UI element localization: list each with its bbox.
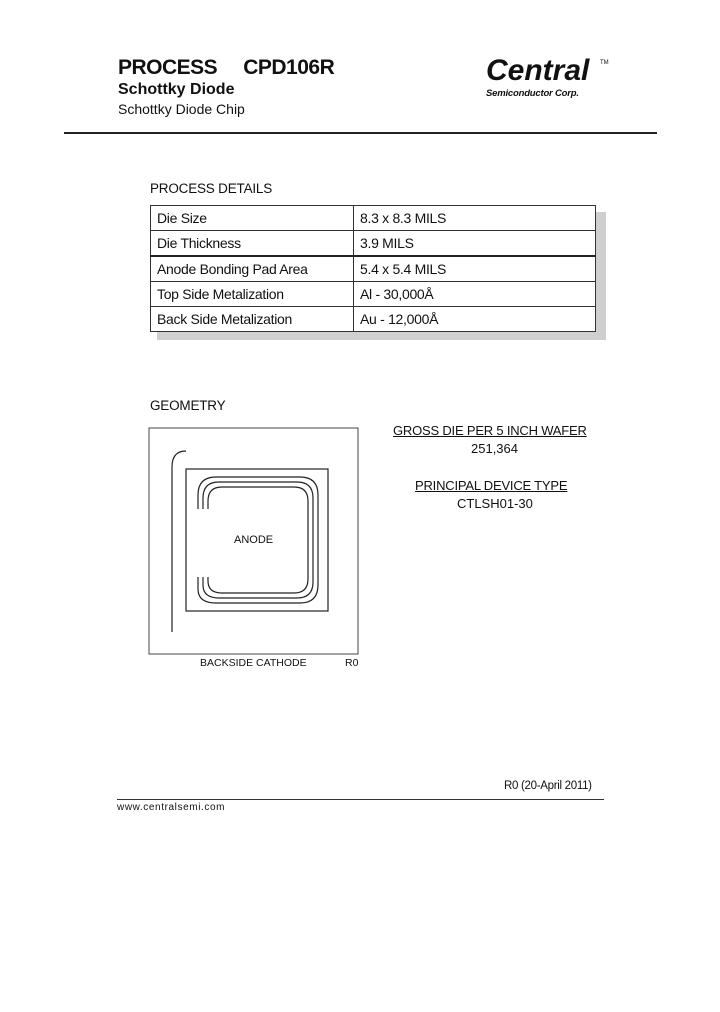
row-value: Al - 30,000Å — [354, 282, 596, 307]
row-label: Anode Bonding Pad Area — [151, 256, 354, 282]
header-divider — [64, 132, 657, 134]
process-details-title: PROCESS DETAILS — [150, 181, 273, 196]
device-subtitle-chip: Schottky Diode Chip — [118, 101, 245, 117]
row-value: Au - 12,000Å — [354, 307, 596, 332]
cathode-label: BACKSIDE CATHODE — [200, 657, 307, 669]
table-row — [151, 256, 596, 282]
part-number: CPD106R — [243, 56, 335, 79]
gross-die-heading: GROSS DIE PER 5 INCH WAFER — [393, 423, 587, 438]
table-row — [151, 307, 596, 332]
principal-device-heading: PRINCIPAL DEVICE TYPE — [415, 478, 568, 493]
anode-label: ANODE — [234, 534, 274, 546]
principal-device-value: CTLSH01-30 — [457, 496, 533, 511]
gross-die-value: 251,364 — [471, 441, 518, 456]
row-label: Die Size — [151, 206, 354, 231]
revision-date: R0 (20-April 2011) — [504, 780, 592, 792]
table-row — [151, 231, 596, 257]
row-value: 8.3 x 8.3 MILS — [354, 206, 596, 231]
process-details-table — [150, 205, 596, 332]
process-label: PROCESS — [118, 56, 218, 79]
row-label: Top Side Metalization — [151, 282, 354, 307]
central-logo — [484, 54, 610, 104]
row-value: 3.9 MILS — [354, 231, 596, 257]
process-heading — [118, 56, 334, 80]
logo-wordmark: Central — [486, 54, 590, 87]
table-row — [151, 206, 596, 231]
row-label: Back Side Metalization — [151, 307, 354, 332]
footer-divider — [117, 799, 604, 800]
geometry-title: GEOMETRY — [150, 398, 226, 413]
row-label: Die Thickness — [151, 231, 354, 257]
row-value: 5.4 x 5.4 MILS — [354, 256, 596, 282]
logo-subtitle: Semiconductor Corp. — [486, 88, 579, 99]
website-link[interactable]: www.centralsemi.com — [117, 802, 226, 813]
logo-trademark: TM — [600, 60, 609, 66]
geometry-revision-label: R0 — [345, 657, 359, 669]
device-subtitle: Schottky Diode — [118, 81, 235, 98]
table-row — [151, 282, 596, 307]
